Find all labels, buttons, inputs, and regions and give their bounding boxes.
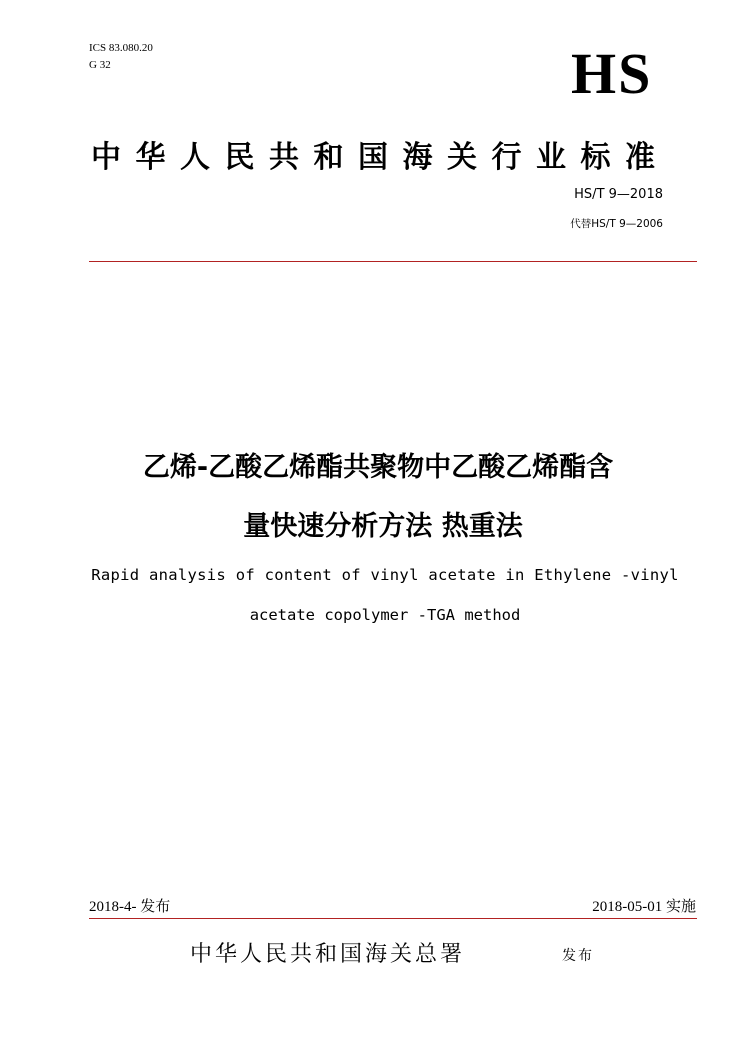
top-divider — [89, 261, 697, 262]
issue-date: 2018-4- 发布 — [89, 899, 171, 915]
english-title-line-1: Rapid analysis of content of vinyl acetate in Ethylene -vinyl — [91, 566, 679, 584]
implementation-date: 2018-05-01 实施 — [592, 899, 696, 915]
ics-code: ICS 83.080.20 — [89, 42, 153, 54]
issuing-authority: 中华人民共和国海关总署 — [190, 942, 466, 967]
classification-code: G 32 — [89, 59, 111, 71]
hs-logo: HS — [571, 41, 653, 106]
chinese-title-line-1: 乙烯-乙酸乙烯酯共聚物中乙酸乙烯酯含 — [142, 452, 614, 483]
issuing-authority-suffix: 发布 — [562, 948, 594, 964]
standard-number: HS/T 9—2018 — [574, 187, 663, 202]
bottom-divider — [89, 918, 697, 919]
replaces-standard: 代替HS/T 9—2006 — [570, 218, 663, 230]
english-title-line-2: acetate copolymer -TGA method — [249, 606, 521, 624]
standard-category-title: 中华人民共和国海关行业标准 — [91, 140, 670, 175]
chinese-title-line-2: 量快速分析方法 热重法 — [243, 511, 523, 542]
